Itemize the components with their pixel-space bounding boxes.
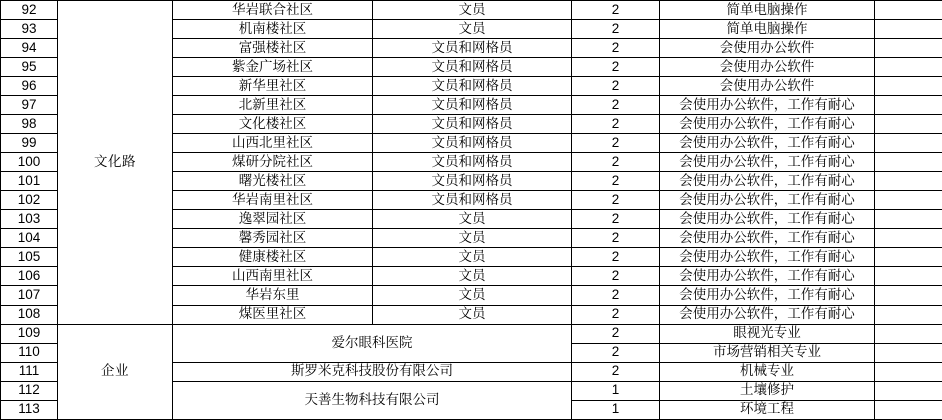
headcount: 2 <box>572 267 660 286</box>
post-name: 文员和网格员 <box>373 134 572 153</box>
unit-name: 健康楼社区 <box>173 248 373 267</box>
extra-cell <box>875 172 942 191</box>
headcount: 2 <box>572 134 660 153</box>
headcount: 2 <box>572 286 660 305</box>
post-name: 文员和网格员 <box>373 77 572 96</box>
headcount: 2 <box>572 229 660 248</box>
extra-cell <box>875 305 942 324</box>
headcount: 2 <box>572 210 660 229</box>
requirement: 会使用办公软件，工作有耐心 <box>660 96 875 115</box>
street-group-wenhualu: 文化路 <box>58 1 173 325</box>
unit-name: 斯罗米克科技股份有限公司 <box>173 362 572 381</box>
table-row <box>1 1 942 20</box>
extra-cell <box>875 248 942 267</box>
requirement: 会使用办公软件，工作有耐心 <box>660 248 875 267</box>
post-name: 文员 <box>373 1 572 20</box>
post-name: 文员 <box>373 248 572 267</box>
row-number: 106 <box>1 267 58 286</box>
row-number: 92 <box>1 1 58 20</box>
row-number: 110 <box>1 343 58 362</box>
unit-name: 北新里社区 <box>173 96 373 115</box>
requirement: 会使用办公软件 <box>660 39 875 58</box>
row-number: 99 <box>1 134 58 153</box>
row-number: 97 <box>1 96 58 115</box>
row-number: 107 <box>1 286 58 305</box>
headcount: 2 <box>572 77 660 96</box>
row-number: 105 <box>1 248 58 267</box>
headcount: 2 <box>572 20 660 39</box>
post-name: 文员和网格员 <box>373 58 572 77</box>
requirement: 会使用办公软件 <box>660 77 875 96</box>
unit-name: 华岩东里 <box>173 286 373 305</box>
requirement: 市场营销相关专业 <box>660 343 875 362</box>
requirement: 会使用办公软件，工作有耐心 <box>660 210 875 229</box>
row-number: 108 <box>1 305 58 324</box>
unit-name: 新华里社区 <box>173 77 373 96</box>
post-name: 文员和网格员 <box>373 39 572 58</box>
headcount: 2 <box>572 153 660 172</box>
post-name: 文员和网格员 <box>373 172 572 191</box>
row-number: 95 <box>1 58 58 77</box>
unit-name: 山西北里社区 <box>173 134 373 153</box>
requirement: 会使用办公软件，工作有耐心 <box>660 191 875 210</box>
post-name: 文员 <box>373 286 572 305</box>
unit-name: 天善生物科技有限公司 <box>173 381 572 419</box>
headcount: 2 <box>572 305 660 324</box>
extra-cell <box>875 343 942 362</box>
row-number: 98 <box>1 115 58 134</box>
unit-name: 山西南里社区 <box>173 267 373 286</box>
requirement: 会使用办公软件，工作有耐心 <box>660 286 875 305</box>
post-name: 文员 <box>373 210 572 229</box>
unit-name: 爱尔眼科医院 <box>173 324 572 362</box>
row-number: 100 <box>1 153 58 172</box>
requirement: 简单电脑操作 <box>660 1 875 20</box>
unit-name: 馨秀园社区 <box>173 229 373 248</box>
row-number: 112 <box>1 381 58 400</box>
unit-name: 文化楼社区 <box>173 115 373 134</box>
requirement: 会使用办公软件，工作有耐心 <box>660 229 875 248</box>
headcount: 2 <box>572 248 660 267</box>
unit-name: 逸翠园社区 <box>173 210 373 229</box>
row-number: 113 <box>1 400 58 419</box>
headcount: 2 <box>572 343 660 362</box>
post-name: 文员和网格员 <box>373 115 572 134</box>
requirement: 会使用办公软件，工作有耐心 <box>660 172 875 191</box>
row-number: 93 <box>1 20 58 39</box>
extra-cell <box>875 229 942 248</box>
requirement: 眼视光专业 <box>660 324 875 343</box>
extra-cell <box>875 324 942 343</box>
extra-cell <box>875 1 942 20</box>
extra-cell <box>875 381 942 400</box>
headcount: 2 <box>572 172 660 191</box>
unit-name: 煤研分院社区 <box>173 153 373 172</box>
row-number: 109 <box>1 324 58 343</box>
requirement: 会使用办公软件，工作有耐心 <box>660 134 875 153</box>
headcount: 2 <box>572 324 660 343</box>
unit-name: 华岩南里社区 <box>173 191 373 210</box>
row-number: 111 <box>1 362 58 381</box>
row-number: 103 <box>1 210 58 229</box>
row-number: 96 <box>1 77 58 96</box>
extra-cell <box>875 96 942 115</box>
extra-cell <box>875 286 942 305</box>
post-name: 文员和网格员 <box>373 153 572 172</box>
headcount: 1 <box>572 400 660 419</box>
unit-name: 紫金广场社区 <box>173 58 373 77</box>
headcount: 2 <box>572 191 660 210</box>
headcount: 2 <box>572 96 660 115</box>
extra-cell <box>875 153 942 172</box>
unit-name: 煤医里社区 <box>173 305 373 324</box>
unit-name: 机南楼社区 <box>173 20 373 39</box>
requirement: 环境工程 <box>660 400 875 419</box>
requirement: 机械专业 <box>660 362 875 381</box>
extra-cell <box>875 134 942 153</box>
headcount: 2 <box>572 115 660 134</box>
street-group-qiye: 企业 <box>58 324 173 419</box>
requirement: 土壤修护 <box>660 381 875 400</box>
row-number: 94 <box>1 39 58 58</box>
requirement: 会使用办公软件，工作有耐心 <box>660 305 875 324</box>
post-name: 文员和网格员 <box>373 191 572 210</box>
headcount: 2 <box>572 1 660 20</box>
row-number: 104 <box>1 229 58 248</box>
unit-name: 华岩联合社区 <box>173 1 373 20</box>
extra-cell <box>875 39 942 58</box>
extra-cell <box>875 115 942 134</box>
requirement: 简单电脑操作 <box>660 20 875 39</box>
unit-name: 曙光楼社区 <box>173 172 373 191</box>
requirement: 会使用办公软件 <box>660 58 875 77</box>
requirement: 会使用办公软件，工作有耐心 <box>660 267 875 286</box>
row-number: 102 <box>1 191 58 210</box>
row-number: 101 <box>1 172 58 191</box>
extra-cell <box>875 362 942 381</box>
headcount: 1 <box>572 381 660 400</box>
extra-cell <box>875 20 942 39</box>
unit-name: 富强楼社区 <box>173 39 373 58</box>
requirement: 会使用办公软件，工作有耐心 <box>660 115 875 134</box>
headcount: 2 <box>572 39 660 58</box>
requirement: 会使用办公软件，工作有耐心 <box>660 153 875 172</box>
extra-cell <box>875 191 942 210</box>
extra-cell <box>875 77 942 96</box>
extra-cell <box>875 400 942 419</box>
post-name: 文员 <box>373 305 572 324</box>
extra-cell <box>875 58 942 77</box>
extra-cell <box>875 267 942 286</box>
post-name: 文员 <box>373 229 572 248</box>
post-name: 文员和网格员 <box>373 96 572 115</box>
headcount: 2 <box>572 58 660 77</box>
table-row <box>1 324 942 343</box>
post-name: 文员 <box>373 20 572 39</box>
extra-cell <box>875 210 942 229</box>
headcount: 2 <box>572 362 660 381</box>
post-name: 文员 <box>373 267 572 286</box>
